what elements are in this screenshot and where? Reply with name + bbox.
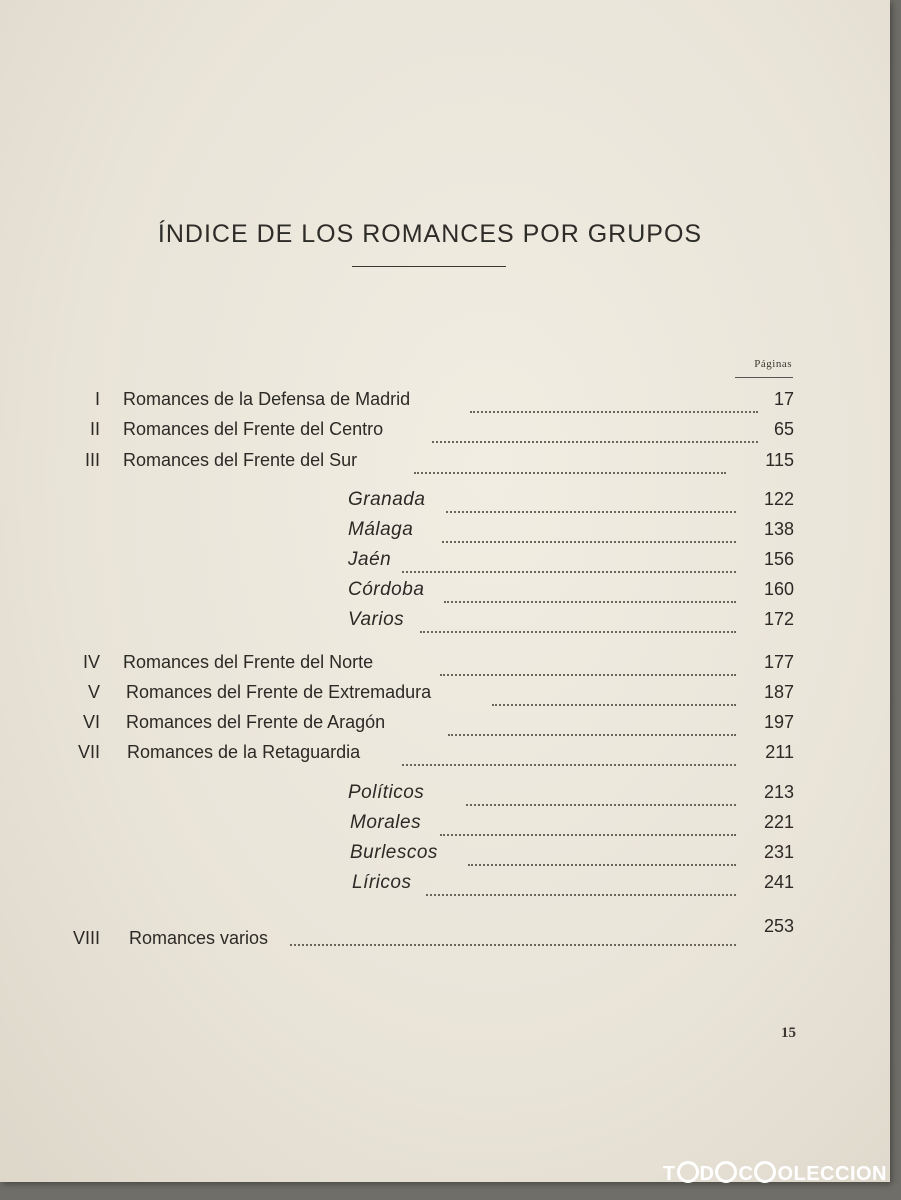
entry-label: Romances del Frente del Norte (123, 652, 374, 672)
leader-dots (444, 579, 736, 603)
entry-page: 177 (763, 652, 794, 672)
index-subentry (0, 872, 800, 898)
entry-numeral: V (87, 682, 100, 702)
entry-numeral: IV (82, 652, 100, 672)
subentry-label: Políticos (348, 782, 425, 803)
leader-dots (448, 712, 736, 736)
entry-page: 213 (763, 782, 794, 802)
leader-dots (468, 842, 736, 866)
leader-dots (290, 922, 736, 946)
entry-page: 253 (763, 916, 794, 936)
index-subentry (0, 489, 800, 515)
entry-label: Romances de la Retaguardia (127, 742, 361, 762)
entry-page: 172 (763, 609, 794, 629)
subentry-label: Jaén (348, 549, 392, 570)
page-number: 15 (781, 1025, 796, 1041)
title-rule (352, 266, 506, 267)
leader-dots (426, 872, 736, 896)
entry-page: 156 (763, 549, 794, 569)
leader-dots (414, 450, 726, 474)
leader-dots (492, 682, 736, 706)
entry-page: 160 (763, 579, 794, 599)
subentry-label: Córdoba (348, 579, 425, 600)
entry-page: 241 (763, 872, 794, 892)
entry-label: Romances del Frente del Sur (123, 450, 358, 470)
leader-dots (402, 742, 736, 766)
entry-page: 187 (763, 682, 794, 702)
index-subentry (0, 782, 800, 808)
leader-dots (440, 812, 736, 836)
subentry-label: Granada (348, 489, 426, 510)
entry-label: Romances del Frente de Aragón (126, 712, 386, 732)
watermark-logo: T D C OLECCION (662, 1163, 887, 1185)
index-subentry (0, 812, 800, 838)
entry-page: 65 (773, 419, 794, 439)
entry-page: 221 (763, 812, 794, 832)
pages-header-rule (735, 377, 793, 378)
entry-page: 138 (763, 519, 794, 539)
leader-dots (420, 609, 736, 633)
subentry-label: Morales (350, 812, 422, 833)
index-entry (0, 652, 800, 678)
index-entry (0, 742, 800, 768)
entry-page: 115 (765, 450, 794, 470)
pages-column-header: Páginas (754, 358, 792, 370)
entry-label: Romances varios (129, 928, 269, 948)
subentry-label: Málaga (348, 519, 414, 540)
entry-label: Romances del Frente de Extremadura (126, 682, 432, 702)
subentry-label: Burlescos (350, 842, 438, 863)
entry-numeral: VIII (72, 928, 100, 948)
entry-numeral: III (84, 450, 100, 470)
index-subentry (0, 579, 800, 605)
page-title: ÍNDICE DE LOS ROMANCES POR GRUPOS (157, 220, 703, 248)
entry-label: Romances del Frente del Centro (123, 419, 384, 439)
leader-dots (446, 489, 736, 513)
leader-dots (470, 389, 758, 413)
index-entry (0, 916, 800, 954)
leader-dots (466, 782, 736, 806)
entry-page: 231 (763, 842, 794, 862)
entry-numeral: VI (82, 712, 100, 732)
ring-icon (754, 1161, 776, 1183)
entry-numeral: I (94, 389, 100, 409)
subentry-label: Varios (348, 609, 405, 630)
entry-page: 197 (763, 712, 794, 732)
index-subentry (0, 609, 800, 635)
leader-dots (432, 419, 758, 443)
index-entry (0, 712, 800, 738)
entry-page: 122 (763, 489, 794, 509)
subentry-label: Líricos (352, 872, 412, 893)
entry-page: 211 (765, 742, 794, 762)
index-subentry (0, 519, 800, 545)
entry-numeral: VII (77, 742, 100, 762)
leader-dots (402, 549, 736, 573)
index-subentry (0, 842, 800, 868)
ring-icon (715, 1161, 737, 1183)
leader-dots (440, 652, 736, 676)
index-entry (0, 682, 800, 708)
index-entry (0, 419, 800, 445)
entry-numeral: II (89, 419, 100, 439)
ring-icon (677, 1161, 699, 1183)
leader-dots (442, 519, 736, 543)
index-entry (0, 389, 800, 415)
index-entry (0, 450, 800, 476)
index-subentry (0, 549, 800, 575)
entry-label: Romances de la Defensa de Madrid (123, 389, 411, 409)
entry-page: 17 (773, 389, 794, 409)
